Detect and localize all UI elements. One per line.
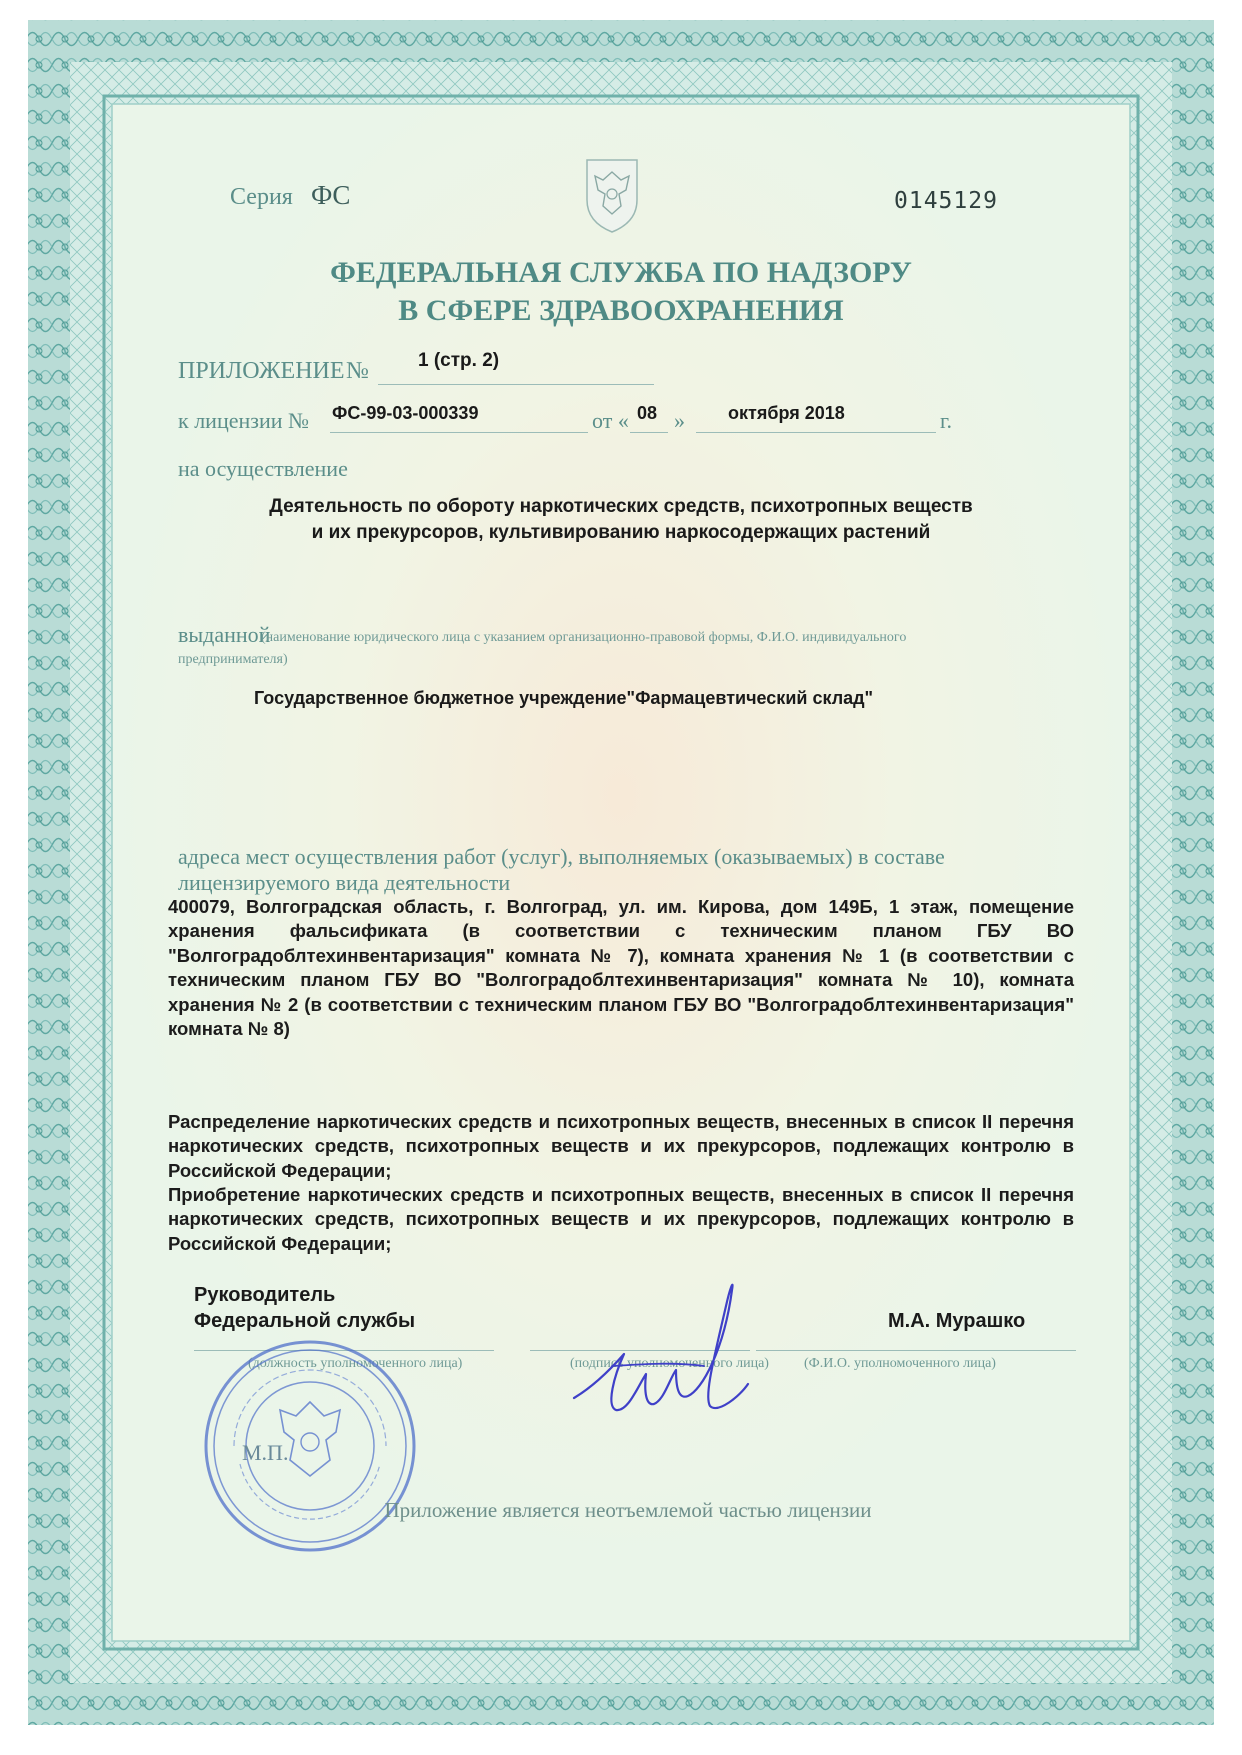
appendix-label: ПРИЛОЖЕНИЕ <box>178 358 345 384</box>
series-value: ФС <box>311 180 351 210</box>
appendix-number-value: 1 (стр. 2) <box>418 350 500 371</box>
blank-number: 0145129 <box>894 188 998 214</box>
caption-signature: (подпись уполномоченного лица) <box>570 1356 769 1371</box>
signer-position-line2: Федеральной службы <box>194 1310 416 1332</box>
addresses-text: 400079, Волгоградская область, г. Волгоград, ул. им. Кирова, дом 149Б, 1 этаж, помещение хранения фальсификата (в соответствии с техническим планом ГБУ ВО "Волгоградоблтехинвентаризация" комната № 7), комната хранения № 1 (в соответствии с техническим планом ГБУ ВО "Волгоградоблтехинвентаризация" комната № 10), комната хранения № 2 (в соответствии с техническим планом ГБУ ВО "Волгоградоблтехинвентаризация" комната № 8) <box>168 896 1074 1040</box>
signer-position-line1: Руководитель <box>194 1284 336 1306</box>
license-appendix-sheet <box>118 118 1124 1636</box>
license-quote-close: » <box>674 408 685 433</box>
series-label: Серия <box>230 184 293 210</box>
caption-name-line <box>756 1350 1076 1351</box>
activity-label: на осуществление <box>178 456 348 481</box>
issued-hint2: предпринимателя) <box>178 652 288 667</box>
license-number-line <box>330 432 588 433</box>
license-day: 08 <box>637 403 658 423</box>
works-item-2: Приобретение наркотических средств и психотропных веществ, внесенных в список II перечня наркотических средств, психотропных веществ и их прекурсоров, подлежащих контролю в Российской Федерации; <box>168 1184 1074 1254</box>
activity-line1: Деятельность по обороту наркотических средств, психотропных веществ <box>269 496 973 517</box>
appendix-no-sign: № <box>346 358 369 384</box>
issued-label: выданной <box>178 622 271 647</box>
coat-of-arms-icon <box>581 156 643 234</box>
issued-organization: Государственное бюджетное учреждение"Фармацевтический склад" <box>254 688 874 708</box>
mp-label: М.П. <box>242 1440 289 1465</box>
addresses-label-line2: лицензируемого вида деятельности <box>178 870 511 895</box>
signer-name: М.А. Мурашко <box>888 1310 1026 1332</box>
license-month-year: октября 2018 <box>728 403 845 423</box>
caption-name: (Ф.И.О. уполномоченного лица) <box>804 1356 996 1371</box>
license-day-line <box>630 432 668 433</box>
activity-line2: и их прекурсоров, культивированию наркосодержащих растений <box>311 522 931 543</box>
issued-hint: (наименование юридического лица с указанием организационно-правовой формы, Ф.И.О. индивидуального <box>261 630 907 645</box>
addresses-label-line1: адреса мест осуществления работ (услуг), выполняемых (оказываемых) в составе <box>178 844 945 869</box>
license-label: к лицензии № <box>178 408 309 433</box>
handwritten-signature <box>554 1266 754 1446</box>
official-seal <box>200 1336 420 1556</box>
license-number: ФС-99-03-000339 <box>332 403 479 423</box>
footer-note: Приложение является неотъемлемой частью лицензии <box>384 1498 872 1522</box>
works-item-1: Распределение наркотических средств и психотропных веществ, внесенных в список II перечня наркотических средств, психотропных веществ и их прекурсоров, подлежащих контролю в Российской Федерации; <box>168 1111 1074 1181</box>
agency-title-line1: ФЕДЕРАЛЬНАЯ СЛУЖБА ПО НАДЗОРУ <box>330 256 912 289</box>
appendix-number-line <box>378 384 654 385</box>
license-year-suffix: г. <box>940 408 953 433</box>
agency-title-line2: В СФЕРЕ ЗДРАВООХРАНЕНИЯ <box>398 294 844 327</box>
license-date-line <box>696 432 936 433</box>
caption-position: (должность уполномоченного лица) <box>248 1356 463 1371</box>
license-from-label: от « <box>592 408 629 433</box>
